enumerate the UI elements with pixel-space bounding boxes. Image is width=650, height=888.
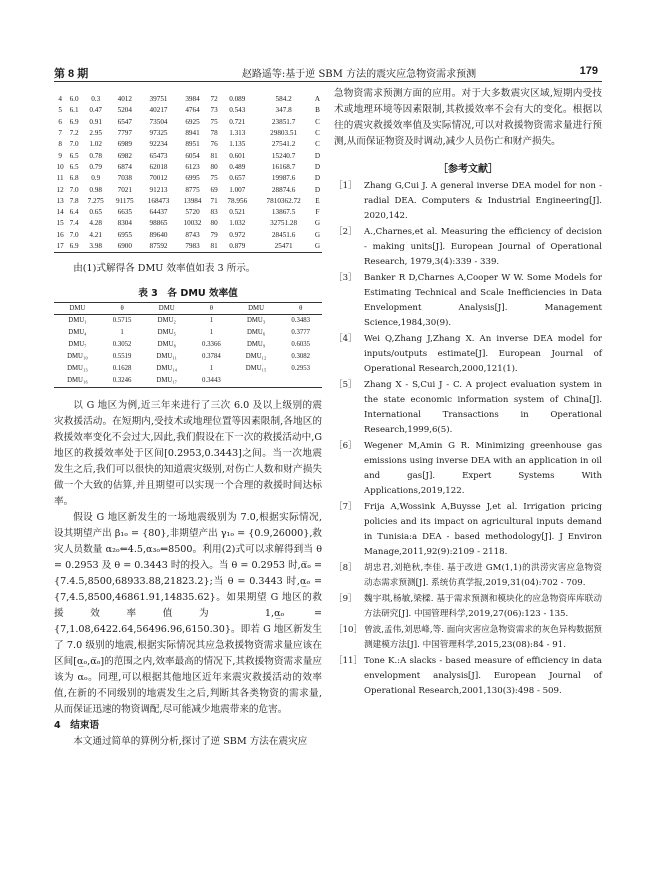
table-cell: DMU₁₃ — [67, 364, 88, 372]
table-cell: 6925 — [185, 117, 200, 126]
table-cell: 6.5 — [69, 151, 79, 160]
table-cell: 13984 — [183, 196, 202, 205]
table-cell: 39751 — [149, 95, 168, 104]
table-cell: 0.91 — [89, 117, 102, 126]
reference-number: ［11］ — [334, 656, 363, 666]
table-cell: 15 — [56, 219, 64, 228]
table-cell: 8304 — [117, 219, 132, 228]
table-cell: 8743 — [185, 230, 200, 239]
reference-number: ［1］ — [334, 181, 357, 191]
reference-number: ［6］ — [334, 441, 357, 451]
table-cell: 584.2 — [275, 95, 292, 104]
table-cell: 6 — [58, 117, 62, 126]
table-cell: C — [315, 129, 320, 138]
reference-text: Zhang G,Cui J. A general inverse DEA model for non - radial DEA. Computers & Industrial Engineering[J]. 2020,142. — [364, 181, 602, 221]
table-cell: 7.2 — [69, 129, 79, 138]
table-cell: 83 — [210, 208, 218, 217]
table-row — [54, 150, 322, 161]
table-cell: DMU₂ — [157, 316, 176, 324]
reference-item — [334, 592, 602, 622]
table-cell: 6.4 — [69, 208, 79, 217]
table3-caption: 表 3 各 DMU 效率值 — [138, 287, 238, 299]
table-row — [54, 375, 322, 388]
table-cell: 80 — [210, 162, 218, 171]
table-cell: 97325 — [149, 129, 168, 138]
references-title: ［参考文献］ — [438, 164, 498, 175]
table-cell: 0.089 — [229, 95, 246, 104]
table-cell: 6955 — [117, 230, 132, 239]
table-cell: 81 — [208, 241, 220, 253]
table-cell: 7.275 — [87, 196, 104, 205]
reference-text: Wei Q,Zhang J,Zhang X. An inverse DEA model for inputs/outputs estimate[J]. European Journal of Operational Research,2000,121(1). — [364, 334, 602, 374]
table-cell: 168473 — [147, 196, 170, 205]
table-cell: 0.972 — [229, 230, 246, 239]
reference-text: Zhang X - S,Cui J - C. A project evaluation system in the state economic information system of China[J]. International Transactions in Operational Research,1999,6(5). — [364, 380, 602, 435]
table-cell: 16 — [56, 230, 64, 239]
reference-number: ［3］ — [334, 273, 357, 283]
left-column — [54, 86, 322, 750]
table-cell: 13 — [56, 196, 64, 205]
table-cell: 4012 — [117, 95, 132, 104]
reference-text: Frija A,Wossink A,Buysse J,et al. Irrigation pricing policies and its impact on agricultural inputs demand in Tunisia:a DEA - based methodology[J]. J Environ Manage,2011,92(9):2109 - 2118. — [364, 502, 602, 557]
table-row — [54, 128, 322, 139]
table-cell: 89640 — [149, 230, 168, 239]
table-cell: D — [314, 185, 321, 194]
table-cell: 6982 — [117, 151, 132, 160]
table-cell: 6989 — [117, 140, 132, 149]
table-cell: 0.3 — [91, 95, 101, 104]
table-cell: 7038 — [117, 174, 132, 183]
references-list — [334, 179, 602, 699]
table-cell: C — [315, 140, 320, 149]
table-cell: 87592 — [140, 241, 177, 253]
table-cell: 81 — [210, 151, 218, 160]
table-cell: 79 — [210, 230, 218, 239]
table-cell: 4.28 — [89, 219, 102, 228]
table-cell: 0.3777 — [291, 328, 311, 336]
table-cell: 0.543 — [229, 106, 246, 115]
table-cell: 25471 — [254, 241, 313, 253]
table-cell: F — [315, 208, 320, 217]
table-cell: DMU₇ — [68, 340, 87, 348]
table-cell: DMU₁₆ — [54, 375, 101, 388]
table-row — [54, 230, 322, 241]
table-row — [54, 241, 322, 253]
table-cell: 0.521 — [229, 208, 246, 217]
table-cell: 0.3443 — [190, 375, 233, 388]
table-cell: 4764 — [185, 106, 200, 115]
table-cell: 11 — [56, 174, 64, 183]
table-cell: DMU₄ — [68, 328, 87, 336]
reference-item — [334, 179, 602, 224]
table-cell: DMU₆ — [246, 328, 266, 336]
table-cell: 0.3052 — [112, 340, 132, 348]
table-cell: 98865 — [149, 219, 168, 228]
table-cell: DMU₈ — [157, 340, 176, 348]
table-cell: 6995 — [185, 174, 200, 183]
reference-text: 曾波,孟伟,刘思峰,等. 面向灾害应急物资需求的灰色异构数据预测建模方法[J]. 中国管理科学,2015,23(08):84 - 91. — [364, 625, 602, 650]
table-cell: 0.9 — [91, 174, 101, 183]
reference-text: A.,Charnes,et al. Measuring the efficiency of decision - making units[J]. European Journal of Operational Research, 1979,3(4):339 - 339. — [364, 227, 602, 267]
table-header-cell: θ — [101, 302, 144, 314]
table-cell: G — [313, 241, 322, 253]
reference-item — [334, 225, 602, 270]
table-header-cell: DMU — [54, 302, 101, 314]
table-header-cell: θ — [279, 302, 322, 314]
table-cell: 7.0 — [69, 140, 79, 149]
table-cell: 0.657 — [229, 174, 246, 183]
table-cell: DMU₁ — [68, 316, 87, 324]
table3-intro-paragraph: 由(1)式解得各 DMU 效率值如表 3 所示。 — [73, 262, 256, 274]
table-cell: 76 — [210, 140, 218, 149]
table-cell: 15240.7 — [271, 151, 296, 160]
table-cell: 28874.6 — [271, 185, 296, 194]
table-cell: 5 — [58, 106, 62, 115]
table-cell: 80 — [210, 219, 218, 228]
table-cell: 0.6035 — [291, 340, 311, 348]
table-cell: 0.78 — [89, 151, 102, 160]
earthquake-data-table — [54, 94, 322, 253]
table-cell: 0.601 — [229, 151, 246, 160]
table-cell: 7983 — [177, 241, 208, 253]
table-cell: 62018 — [149, 162, 168, 171]
table-header-cell: DMU — [143, 302, 190, 314]
table-cell: 9 — [58, 151, 62, 160]
table-cell: 70012 — [149, 174, 168, 183]
table-row — [54, 94, 322, 105]
table-cell: 3.98 — [82, 241, 110, 253]
table-cell: 10 — [56, 162, 64, 171]
table-cell: B — [315, 106, 320, 115]
table-cell: 7.8 — [69, 196, 79, 205]
table-cell: 4.21 — [89, 230, 102, 239]
table-cell: 1 — [209, 316, 214, 324]
dmu-efficiency-table — [54, 302, 322, 388]
reference-number: ［7］ — [334, 502, 357, 512]
table-cell: 16168.7 — [271, 162, 296, 171]
table-cell: 5720 — [185, 208, 200, 217]
reference-item — [334, 561, 602, 591]
table-cell: 6.1 — [69, 106, 79, 115]
table-cell: 8941 — [185, 129, 200, 138]
table-row — [54, 207, 322, 218]
table-cell: 1 — [209, 328, 214, 336]
table-header-cell: DMU — [233, 302, 280, 314]
table-cell: 65473 — [149, 151, 168, 160]
table-cell: 1.02 — [89, 140, 102, 149]
table-cell: 7021 — [117, 185, 132, 194]
table-cell: 347.8 — [275, 106, 292, 115]
table-cell: 0.79 — [89, 162, 102, 171]
table-cell: 0.65 — [89, 208, 102, 217]
table-cell: 78 — [210, 129, 218, 138]
table-cell: 5204 — [117, 106, 132, 115]
table-cell: 7797 — [117, 129, 132, 138]
page-number: 179 — [579, 65, 598, 77]
right-column — [334, 86, 602, 700]
reference-item — [334, 271, 602, 331]
table-cell: D — [314, 151, 321, 160]
scenario-paragraph: 假设 G 地区新发生的一场地震级别为 7.0,根据实际情况,设其期望产出 β₁ₒ = {80},非期望产出 γ₁ₒ = {0.9,26000},救灾人员数量 α₂ₒ⇐4.5,α₃ₒ⇐8500。利用(2)式可以求解得到当 θ = 0.2953 及 θ = 0.3443 时的投入。当 θ = 0.2953 时,α̅ₒ = {7.4.5,8500,68933.88,21823.2};当 θ = 0.3443 时,α̲ₒ = {7,4.5,8500,46861.91,14835.62}。如果期望 G 地区的救援效率值为 1,α̲ₒ = {7,1.08,6422.64,56496.96,6150.30}。即若 G 地区新发生了 7.0 级别的地震,根据实际情况其应急救援物资需求量应该在区间[α̲ₒ,α̅ₒ]的范围之内,效率最高的情况下,其救援物资需求量应该为 αₒ。同理,可以根据其他地区近年来震灾救援活动的效率值,在新的不同级别的地震发生之后,判断其各类物资的需求量,从而保证迅速的物资调配,尽可能减少地震带来的危害。 — [54, 511, 322, 715]
table-cell: G — [314, 219, 321, 228]
table-cell: 23851.7 — [271, 117, 296, 126]
running-title: 赵路遥等:基于逆 SBM 方法的震灾应急物资需求预测 — [241, 69, 477, 80]
table-row — [54, 139, 322, 150]
table-cell: 6123 — [185, 162, 200, 171]
table-cell: 0.2953 — [291, 364, 311, 372]
table-row — [54, 162, 322, 173]
table-cell: 0.3483 — [291, 316, 311, 324]
table-cell: 7.4 — [69, 219, 79, 228]
table-cell: 71 — [210, 196, 218, 205]
table-cell: A — [314, 95, 321, 104]
reference-item — [334, 332, 602, 377]
table-cell: 17 — [54, 241, 66, 253]
table-cell: 0.721 — [229, 117, 246, 126]
table-cell: 75 — [210, 117, 218, 126]
reference-number: ［5］ — [334, 380, 357, 390]
table-row — [54, 196, 322, 207]
table-cell: 0.98 — [89, 185, 102, 194]
table-row — [54, 105, 322, 116]
table-cell: 19987.6 — [271, 174, 296, 183]
table-cell: 6.5 — [69, 162, 79, 171]
table-cell: 8775 — [185, 185, 200, 194]
table-cell: 1.313 — [229, 129, 246, 138]
table-header-cell: θ — [190, 302, 233, 314]
table-cell: 92234 — [149, 140, 168, 149]
table-cell: DMU₁₄ — [156, 364, 178, 372]
table-cell: 0.489 — [229, 162, 246, 171]
table-cell: 7810362.72 — [266, 196, 301, 205]
table-cell: 0.3366 — [202, 340, 221, 348]
table-cell: DMU₁₀ — [67, 352, 88, 360]
table-cell — [279, 375, 322, 388]
table-cell: 7 — [58, 129, 62, 138]
table-cell: 6.9 — [66, 241, 81, 253]
table-header-row — [54, 302, 322, 314]
table-cell: 0.3082 — [291, 352, 311, 360]
table-cell: 8951 — [185, 140, 200, 149]
table-cell: 6874 — [117, 162, 132, 171]
table-cell: D — [314, 162, 321, 171]
table-cell: 13867.5 — [271, 208, 296, 217]
reference-text: 胡忠君,刘艳秋,李佳. 基于改进 GM(1,1)的洪涝灾害应急物资动态需求预测[J]. 系统仿真学报,2019,31(04):702 - 709. — [364, 563, 602, 588]
table-cell: 14 — [56, 208, 64, 217]
reference-number: ［10］ — [334, 625, 363, 635]
section-4-title: 4 结束语 — [54, 719, 100, 731]
table-cell: DMU₁₁ — [156, 352, 178, 360]
table-cell: 6.9 — [69, 117, 79, 126]
reference-item — [334, 654, 602, 699]
reference-number: ［4］ — [334, 334, 357, 344]
reference-item — [334, 500, 602, 560]
table-cell: G — [314, 230, 321, 239]
table-cell: 6547 — [117, 117, 132, 126]
table-cell: 75 — [210, 174, 218, 183]
table-cell: 0.3784 — [202, 352, 221, 360]
table-cell: 0.5715 — [112, 316, 132, 324]
table-cell: 0.879 — [220, 241, 254, 253]
table-cell: 0.1628 — [112, 364, 132, 372]
table-cell: E — [315, 196, 320, 205]
reference-item — [334, 623, 602, 653]
reference-number: ［2］ — [334, 227, 357, 237]
table-cell: 1.135 — [229, 140, 246, 149]
table-row — [54, 314, 322, 327]
table-cell: 7.0 — [69, 185, 79, 194]
table-row — [54, 363, 322, 375]
table-cell: 32751.28 — [270, 219, 298, 228]
table-cell: 91175 — [115, 196, 134, 205]
table-cell: 1 — [120, 328, 124, 336]
table-cell: D — [314, 174, 321, 183]
table-cell: 73 — [210, 106, 218, 115]
table-cell: DMU₁₇ — [143, 375, 190, 388]
table-cell: 1.007 — [229, 185, 246, 194]
table-row — [54, 117, 322, 128]
table-cell: 6.0 — [69, 95, 79, 104]
reference-item — [334, 378, 602, 438]
table-cell: 69 — [210, 185, 218, 194]
reference-text: Banker R D,Charnes A,Cooper W W. Some Models for Estimating Technical and Scale Inefficiencies in Data Envelopment Analysis[J]. Management Science,1984,30(9). — [364, 273, 602, 328]
table-row — [54, 184, 322, 195]
page-header — [54, 62, 602, 82]
table-cell: DMU₁₅ — [245, 364, 267, 372]
table-cell: 6635 — [117, 208, 132, 217]
table-row — [54, 327, 322, 339]
table-cell: 78.956 — [227, 196, 248, 205]
table-cell: 3984 — [185, 95, 200, 104]
table-cell: 0.3246 — [101, 375, 144, 388]
table-cell: 64437 — [149, 208, 168, 217]
table-cell — [233, 375, 280, 388]
table-cell: 0.5519 — [112, 352, 132, 360]
table-cell: 6.8 — [69, 174, 79, 183]
reference-text: Wegener M,Amin G R. Minimizing greenhouse gas emissions using inverse DEA with an application in oil and gas[J]. Expert Systems With Applications,2019,122. — [364, 441, 602, 496]
table-cell: 0.47 — [89, 106, 102, 115]
table-cell: 1.032 — [229, 219, 246, 228]
table-cell: 1 — [209, 364, 214, 372]
table-row — [54, 218, 322, 229]
table-cell: 8 — [58, 140, 62, 149]
table-cell: 29803.51 — [270, 129, 298, 138]
table-cell: DMU₉ — [246, 340, 266, 348]
issue-label: 第 8 期 — [54, 68, 89, 80]
conclusion-paragraph-continued: 急物资需求预测方面的应用。对于大多数震灾区域,短期内受技术或地理环境等因素限制,其救援效率不会有大的变化。根据以往的震灾救援效率值及实际情况,可以对救援物资需求量进行预测,从而保证物资及时调动,减少人员伤亡和财产损失。 — [334, 88, 602, 147]
reference-text: Tone K.:A slacks - based measure of efficiency in data envelopment analysis[J]. European Journal of Operational Research,2001,130(3):498 - 509. — [364, 656, 602, 696]
table-cell: 91213 — [149, 185, 168, 194]
table-row — [54, 173, 322, 184]
reference-number: ［9］ — [334, 594, 357, 604]
table-cell: DMU₃ — [246, 316, 266, 324]
reference-text: 魏宇琪,杨敏,梁樑. 基于需求预测和模块化的应急物资库库联动方法研究[J]. 中国管理科学,2019,27(06):123 - 135. — [364, 594, 602, 619]
g-region-paragraph: 以 G 地区为例,近三年来进行了三次 6.0 及以上级别的震灾救援活动。在短期内,受技术或地理位置等因素限制,各地区的救援效率变化不会过大,因此,我们假设在下一次的救援活动中,G 地区的救援效率处于区间[0.2953,0.3443]之间。当一次地震发生之后,我们可以很快的知道震灾级别,对伤亡人数和财产损失做一个大致的估算,并且期望可以实现一个合理的救援时间达标率。 — [54, 399, 322, 507]
conclusion-paragraph-start: 本文通过简单的算例分析,探讨了逆 SBM 方法在震灾应 — [73, 735, 308, 747]
table-cell: C — [315, 117, 320, 126]
table-cell: DMU₅ — [157, 328, 176, 336]
table-cell: 10032 — [183, 219, 202, 228]
table-cell: 4 — [58, 95, 62, 104]
table-cell: 27541.2 — [271, 140, 296, 149]
table-row — [54, 339, 322, 351]
reference-number: ［8］ — [334, 563, 357, 573]
table-cell: 40217 — [149, 106, 168, 115]
table-cell: 7.0 — [69, 230, 79, 239]
reference-item — [334, 439, 602, 499]
table-row — [54, 351, 322, 363]
table-cell: 12 — [56, 185, 64, 194]
table-cell: 2.95 — [89, 129, 102, 138]
table-cell: 72 — [210, 95, 218, 104]
table-cell: 73504 — [149, 117, 168, 126]
table-cell: DMU₁₂ — [245, 352, 267, 360]
table-cell: 28451.6 — [271, 230, 296, 239]
table-cell: 6054 — [185, 151, 200, 160]
table-cell: 6900 — [110, 241, 140, 253]
